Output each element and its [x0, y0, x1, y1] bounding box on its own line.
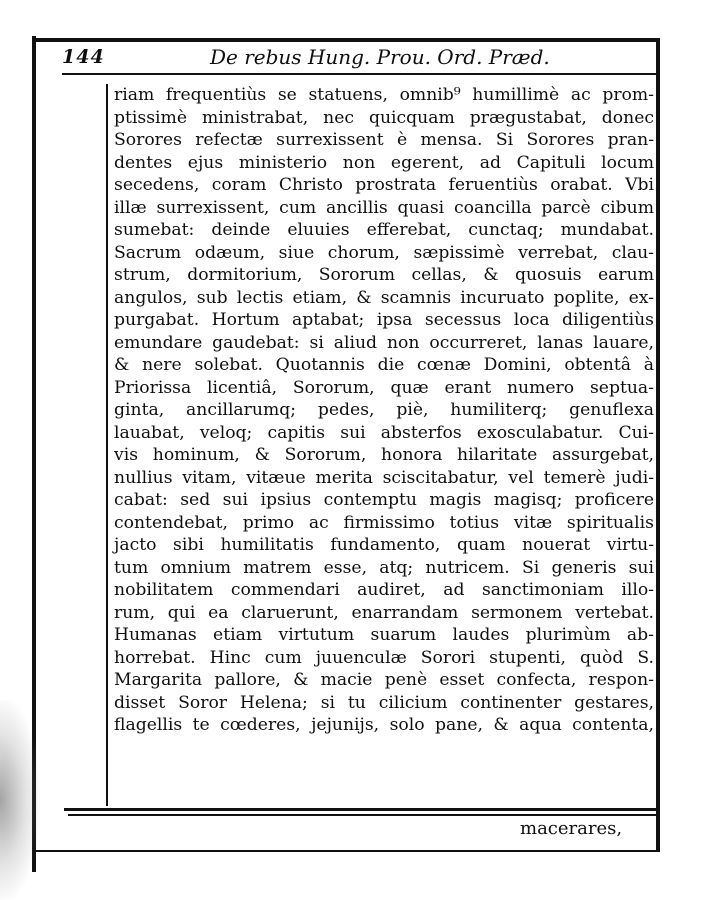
text-line: disset Soror Helena; si tu cilicium continenter gestares, [114, 692, 654, 713]
text-line: riam frequentiùs se statuens, omnib⁹ humillimè ac prom- [114, 85, 654, 105]
text-line: emundare gaudebat: si aliud non occurreret, lanas lauare, [114, 332, 654, 353]
text-line: Sorores refectæ surrexissent è mensa. Si Sorores pran- [114, 130, 654, 150]
running-head: De rebus Hung. Prou. Ord. Præd. [210, 45, 550, 69]
text-line: strum, dormitorium, Sororum cellas, & quosuis earum [114, 265, 654, 285]
text-line: horrebat. Hinc cum juuenculæ Sorori stupenti, quòd S. [114, 647, 654, 668]
text-line: nullius vitam, vitæue merita sciscitabatur, vel temerè judi- [114, 467, 654, 488]
text-line: rum, qui ea claruerunt, enarrandam sermonem vertebat. [114, 602, 654, 623]
page-number: 144 [62, 46, 105, 68]
text-line: lauabat, veloq; capitis sui absterfos exosculabatur. Cui- [114, 422, 654, 443]
paper-stain [0, 700, 40, 900]
text-line: cabat: sed sui ipsius contemptu magis magisq; proficere [114, 490, 654, 510]
text-line: & nere solebat. Quotannis die cœnæ Domini, obtentâ à [114, 355, 654, 375]
text-line: jacto sibi humilitatis fundamento, quam nouerat virtu- [114, 535, 654, 555]
text-margin-rule [106, 84, 108, 806]
text-line: illæ surrexissent, cum ancillis quasi coancilla parcè cibum [114, 197, 654, 218]
text-line: contendebat, primo ac firmissimo totius vitæ spiritualis [114, 512, 654, 533]
header-rule [62, 73, 656, 75]
text-line: ginta, ancillarumq; pedes, piè, humiliterq; genuflexa [114, 400, 654, 420]
page-bottom-rule [36, 850, 660, 852]
bottom-rule-secondary [68, 814, 656, 816]
text-line: Sacrum odæum, siue chorum, sæpissimè verrebat, clau- [114, 242, 654, 263]
text-line: ptissimè ministrabat, nec quicquam prægustabat, donec [114, 107, 654, 128]
page-frame-top [32, 38, 660, 42]
bottom-rule [64, 808, 656, 811]
page-frame-right [656, 40, 660, 852]
text-line: dentes ejus ministerio non egerent, ad Capituli locum [114, 152, 654, 173]
text-line: vis hominum, & Sororum, honora hilaritate assurgebat, [114, 445, 654, 465]
text-line: angulos, sub lectis etiam, & scamnis incuruato poplite, ex- [114, 287, 654, 308]
text-line: nobilitatem commendari audiret, ad sanctimoniam illo- [114, 580, 654, 600]
text-line: purgabat. Hortum aptabat; ipsa secessus loca diligentiùs [114, 310, 654, 330]
text-line: tum omnium matrem esse, atq; nutricem. Si generis sui [114, 557, 654, 578]
text-line: Priorissa licentiâ, Sororum, quæ erant numero septua- [114, 377, 654, 398]
catchword: macerares, [520, 818, 623, 839]
body-text [114, 84, 654, 737]
text-line: sumebat: deinde eluuies efferebat, cunctaq; mundabat. [114, 220, 654, 240]
text-line: flagellis te cœderes, jejunijs, solo pane, & aqua contenta, [114, 715, 654, 735]
text-line: Humanas etiam virtutum suarum laudes plurimùm ab- [114, 625, 654, 645]
text-line: secedens, coram Christo prostrata feruentiùs orabat. Vbi [114, 175, 654, 195]
text-line: Margarita pallore, & macie penè esset confecta, respon- [114, 670, 654, 690]
